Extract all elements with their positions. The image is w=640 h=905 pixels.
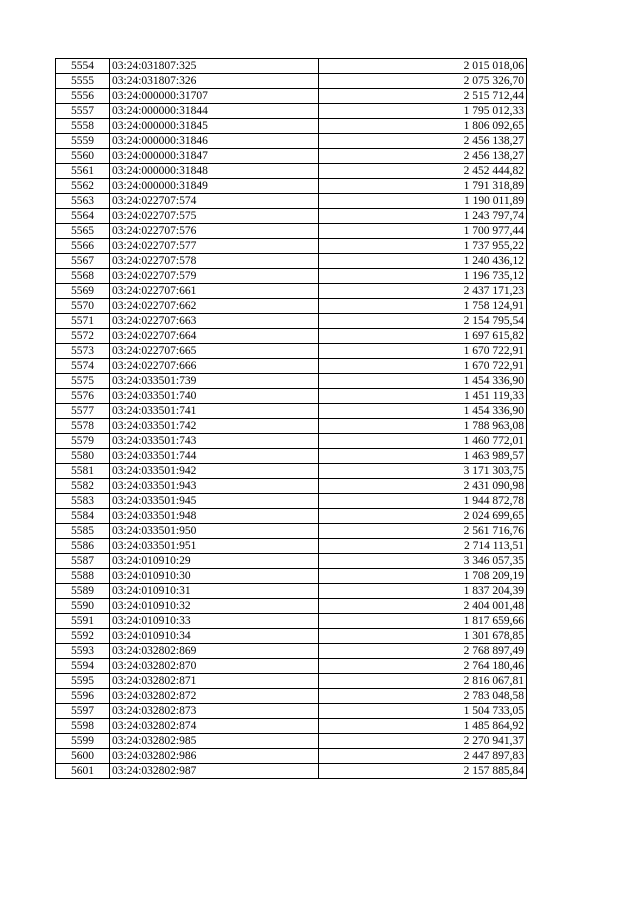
row-number-cell: 5598 [56, 719, 110, 734]
cadastral-number-cell: 03:24:032802:873 [110, 704, 319, 719]
row-number-cell: 5592 [56, 629, 110, 644]
table-row [56, 149, 527, 164]
cadastral-number-cell: 03:24:033501:950 [110, 524, 319, 539]
table-row [56, 734, 527, 749]
row-number-cell: 5570 [56, 299, 110, 314]
cadastral-value-cell: 1 837 204,39 [319, 584, 527, 599]
table-row [56, 299, 527, 314]
cadastral-number-cell: 03:24:033501:951 [110, 539, 319, 554]
cadastral-value-cell: 2 404 001,48 [319, 599, 527, 614]
cadastral-number-cell: 03:24:000000:31848 [110, 164, 319, 179]
cadastral-value-cell: 1 791 318,89 [319, 179, 527, 194]
row-number-cell: 5589 [56, 584, 110, 599]
cadastral-value-cell: 1 670 722,91 [319, 344, 527, 359]
cadastral-value-cell: 1 243 797,74 [319, 209, 527, 224]
row-number-cell: 5580 [56, 449, 110, 464]
row-number-cell: 5575 [56, 374, 110, 389]
cadastral-value-cell: 2 714 113,51 [319, 539, 527, 554]
table-row [56, 569, 527, 584]
row-number-cell: 5582 [56, 479, 110, 494]
row-number-cell: 5566 [56, 239, 110, 254]
cadastral-number-cell: 03:24:010910:32 [110, 599, 319, 614]
cadastral-value-cell: 2 452 444,82 [319, 164, 527, 179]
table-row [56, 509, 527, 524]
cadastral-number-cell: 03:24:031807:325 [110, 59, 319, 74]
table-row [56, 344, 527, 359]
table-row [56, 539, 527, 554]
table-row [56, 614, 527, 629]
cadastral-number-cell: 03:24:033501:943 [110, 479, 319, 494]
cadastral-number-cell: 03:24:033501:744 [110, 449, 319, 464]
cadastral-number-cell: 03:24:033501:945 [110, 494, 319, 509]
row-number-cell: 5584 [56, 509, 110, 524]
table-row [56, 644, 527, 659]
cadastral-number-cell: 03:24:033501:743 [110, 434, 319, 449]
cadastral-value-cell: 1 795 012,33 [319, 104, 527, 119]
cadastral-value-cell: 3 171 303,75 [319, 464, 527, 479]
table-row [56, 374, 527, 389]
cadastral-number-cell: 03:24:032802:871 [110, 674, 319, 689]
row-number-cell: 5578 [56, 419, 110, 434]
cadastral-number-cell: 03:24:022707:666 [110, 359, 319, 374]
row-number-cell: 5555 [56, 74, 110, 89]
cadastral-number-cell: 03:24:022707:664 [110, 329, 319, 344]
cadastral-value-cell: 2 270 941,37 [319, 734, 527, 749]
row-number-cell: 5595 [56, 674, 110, 689]
cadastral-value-cell: 1 700 977,44 [319, 224, 527, 239]
row-number-cell: 5564 [56, 209, 110, 224]
cadastral-number-cell: 03:24:022707:578 [110, 254, 319, 269]
document-page [55, 58, 527, 779]
row-number-cell: 5579 [56, 434, 110, 449]
cadastral-number-cell: 03:24:000000:31845 [110, 119, 319, 134]
cadastral-value-cell: 2 437 171,23 [319, 284, 527, 299]
cadastral-number-cell: 03:24:031807:326 [110, 74, 319, 89]
row-number-cell: 5561 [56, 164, 110, 179]
cadastral-value-cell: 2 456 138,27 [319, 134, 527, 149]
table-row [56, 674, 527, 689]
table-row [56, 554, 527, 569]
table-row [56, 224, 527, 239]
row-number-cell: 5558 [56, 119, 110, 134]
row-number-cell: 5562 [56, 179, 110, 194]
row-number-cell: 5601 [56, 764, 110, 779]
row-number-cell: 5583 [56, 494, 110, 509]
cadastral-number-cell: 03:24:033501:739 [110, 374, 319, 389]
row-number-cell: 5593 [56, 644, 110, 659]
table-row [56, 389, 527, 404]
cadastral-value-cell: 1 485 864,92 [319, 719, 527, 734]
table-row [56, 104, 527, 119]
cadastral-number-cell: 03:24:022707:661 [110, 284, 319, 299]
cadastral-value-cell: 2 015 018,06 [319, 59, 527, 74]
row-number-cell: 5588 [56, 569, 110, 584]
cadastral-number-cell: 03:24:032802:872 [110, 689, 319, 704]
cadastral-value-cell: 1 240 436,12 [319, 254, 527, 269]
table-row [56, 479, 527, 494]
cadastral-value-cell: 1 697 615,82 [319, 329, 527, 344]
cadastral-number-cell: 03:24:032802:870 [110, 659, 319, 674]
cadastral-number-cell: 03:24:022707:574 [110, 194, 319, 209]
table-row [56, 404, 527, 419]
cadastral-number-cell: 03:24:022707:579 [110, 269, 319, 284]
cadastral-number-cell: 03:24:022707:575 [110, 209, 319, 224]
cadastral-value-cell: 1 708 209,19 [319, 569, 527, 584]
cadastral-number-cell: 03:24:033501:740 [110, 389, 319, 404]
cadastral-number-cell: 03:24:032802:986 [110, 749, 319, 764]
cadastral-number-cell: 03:24:010910:29 [110, 554, 319, 569]
cadastral-value-cell: 1 504 733,05 [319, 704, 527, 719]
table-row [56, 359, 527, 374]
table-row [56, 59, 527, 74]
cadastral-value-cell: 2 783 048,58 [319, 689, 527, 704]
cadastral-number-cell: 03:24:010910:34 [110, 629, 319, 644]
cadastral-number-cell: 03:24:000000:31707 [110, 89, 319, 104]
row-number-cell: 5567 [56, 254, 110, 269]
cadastral-value-cell: 2 431 090,98 [319, 479, 527, 494]
row-number-cell: 5572 [56, 329, 110, 344]
cadastral-number-cell: 03:24:033501:942 [110, 464, 319, 479]
row-number-cell: 5559 [56, 134, 110, 149]
row-number-cell: 5557 [56, 104, 110, 119]
row-number-cell: 5599 [56, 734, 110, 749]
cadastral-value-cell: 1 301 678,85 [319, 629, 527, 644]
cadastral-value-cell: 2 561 716,76 [319, 524, 527, 539]
cadastral-value-cell: 1 758 124,91 [319, 299, 527, 314]
table-row [56, 659, 527, 674]
cadastral-value-cell: 1 190 011,89 [319, 194, 527, 209]
row-number-cell: 5590 [56, 599, 110, 614]
row-number-cell: 5600 [56, 749, 110, 764]
cadastral-value-cell: 1 817 659,66 [319, 614, 527, 629]
row-number-cell: 5587 [56, 554, 110, 569]
cadastral-value-cell: 2 154 795,54 [319, 314, 527, 329]
table-row [56, 209, 527, 224]
cadastral-number-cell: 03:24:032802:987 [110, 764, 319, 779]
cadastral-value-cell: 1 737 955,22 [319, 239, 527, 254]
row-number-cell: 5585 [56, 524, 110, 539]
cadastral-value-cell: 1 451 119,33 [319, 389, 527, 404]
cadastral-number-cell: 03:24:033501:741 [110, 404, 319, 419]
cadastral-value-cell: 2 157 885,84 [319, 764, 527, 779]
cadastral-value-cell: 2 764 180,46 [319, 659, 527, 674]
table-row [56, 464, 527, 479]
table-row [56, 419, 527, 434]
table-row [56, 239, 527, 254]
cadastral-value-cell: 2 447 897,83 [319, 749, 527, 764]
cadastral-value-cell: 2 816 067,81 [319, 674, 527, 689]
cadastral-number-cell: 03:24:000000:31847 [110, 149, 319, 164]
table-row [56, 584, 527, 599]
cadastral-number-cell: 03:24:032802:869 [110, 644, 319, 659]
cadastral-value-cell: 1 196 735,12 [319, 269, 527, 284]
cadastral-value-cell: 1 463 989,57 [319, 449, 527, 464]
cadastral-value-table [55, 58, 527, 779]
cadastral-value-cell: 1 454 336,90 [319, 374, 527, 389]
cadastral-value-cell: 3 346 057,35 [319, 554, 527, 569]
table-row [56, 329, 527, 344]
table-row [56, 134, 527, 149]
cadastral-number-cell: 03:24:022707:665 [110, 344, 319, 359]
row-number-cell: 5554 [56, 59, 110, 74]
cadastral-number-cell: 03:24:010910:33 [110, 614, 319, 629]
table-row [56, 164, 527, 179]
row-number-cell: 5591 [56, 614, 110, 629]
table-row [56, 179, 527, 194]
table-row [56, 449, 527, 464]
cadastral-number-cell: 03:24:032802:985 [110, 734, 319, 749]
row-number-cell: 5577 [56, 404, 110, 419]
row-number-cell: 5597 [56, 704, 110, 719]
table-body [56, 59, 527, 779]
cadastral-number-cell: 03:24:000000:31849 [110, 179, 319, 194]
cadastral-number-cell: 03:24:032802:874 [110, 719, 319, 734]
cadastral-number-cell: 03:24:022707:662 [110, 299, 319, 314]
table-row [56, 764, 527, 779]
row-number-cell: 5573 [56, 344, 110, 359]
row-number-cell: 5581 [56, 464, 110, 479]
cadastral-value-cell: 2 768 897,49 [319, 644, 527, 659]
cadastral-number-cell: 03:24:022707:576 [110, 224, 319, 239]
table-row [56, 494, 527, 509]
cadastral-value-cell: 1 806 092,65 [319, 119, 527, 134]
table-row [56, 704, 527, 719]
table-row [56, 434, 527, 449]
table-row [56, 194, 527, 209]
row-number-cell: 5594 [56, 659, 110, 674]
cadastral-value-cell: 1 460 772,01 [319, 434, 527, 449]
table-row [56, 629, 527, 644]
cadastral-number-cell: 03:24:010910:31 [110, 584, 319, 599]
cadastral-value-cell: 2 024 699,65 [319, 509, 527, 524]
table-row [56, 524, 527, 539]
row-number-cell: 5576 [56, 389, 110, 404]
row-number-cell: 5574 [56, 359, 110, 374]
cadastral-value-cell: 1 788 963,08 [319, 419, 527, 434]
cadastral-value-cell: 2 075 326,70 [319, 74, 527, 89]
cadastral-value-cell: 2 515 712,44 [319, 89, 527, 104]
cadastral-value-cell: 1 454 336,90 [319, 404, 527, 419]
cadastral-value-cell: 1 944 872,78 [319, 494, 527, 509]
row-number-cell: 5586 [56, 539, 110, 554]
row-number-cell: 5569 [56, 284, 110, 299]
table-row [56, 599, 527, 614]
row-number-cell: 5563 [56, 194, 110, 209]
cadastral-number-cell: 03:24:022707:663 [110, 314, 319, 329]
table-row [56, 119, 527, 134]
row-number-cell: 5556 [56, 89, 110, 104]
cadastral-number-cell: 03:24:000000:31846 [110, 134, 319, 149]
table-row [56, 719, 527, 734]
row-number-cell: 5560 [56, 149, 110, 164]
table-row [56, 749, 527, 764]
table-row [56, 314, 527, 329]
cadastral-number-cell: 03:24:000000:31844 [110, 104, 319, 119]
row-number-cell: 5571 [56, 314, 110, 329]
table-row [56, 269, 527, 284]
cadastral-number-cell: 03:24:010910:30 [110, 569, 319, 584]
table-row [56, 689, 527, 704]
row-number-cell: 5565 [56, 224, 110, 239]
cadastral-number-cell: 03:24:033501:742 [110, 419, 319, 434]
cadastral-number-cell: 03:24:033501:948 [110, 509, 319, 524]
table-row [56, 74, 527, 89]
cadastral-value-cell: 1 670 722,91 [319, 359, 527, 374]
cadastral-number-cell: 03:24:022707:577 [110, 239, 319, 254]
row-number-cell: 5568 [56, 269, 110, 284]
table-row [56, 89, 527, 104]
row-number-cell: 5596 [56, 689, 110, 704]
cadastral-value-cell: 2 456 138,27 [319, 149, 527, 164]
table-row [56, 254, 527, 269]
table-row [56, 284, 527, 299]
